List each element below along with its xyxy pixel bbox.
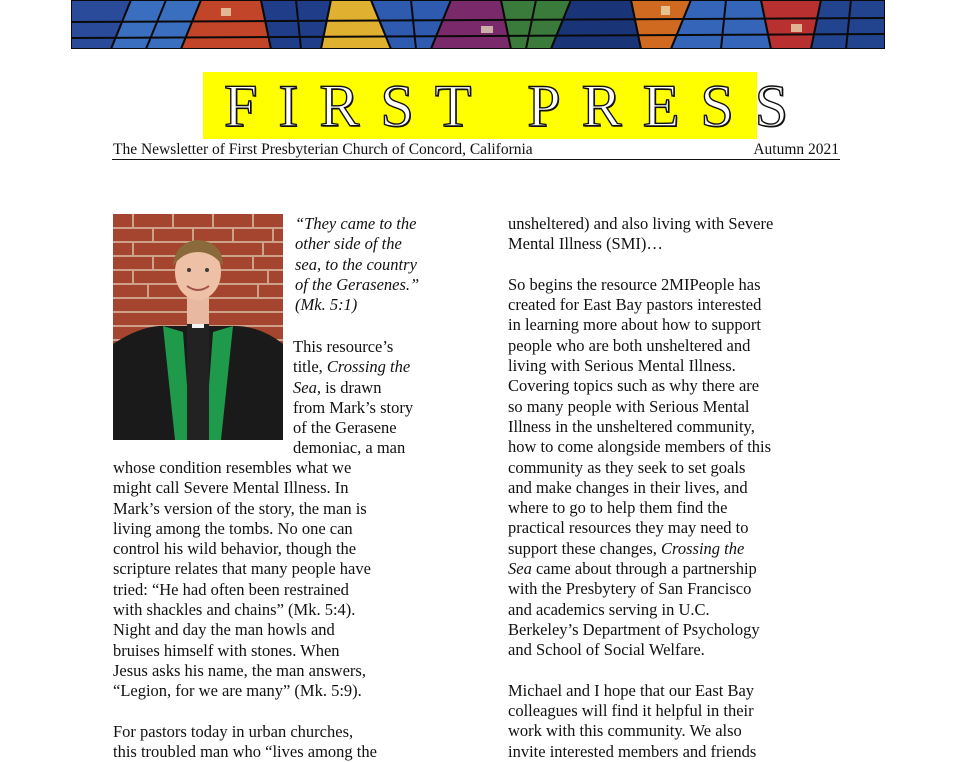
body-line: Berkeley’s Department of Psychology (508, 619, 760, 639)
body-line: “Legion, for we are many” (Mk. 5:9). (113, 681, 362, 701)
stained-glass-image (71, 0, 885, 49)
quote-line: “They came to the (295, 214, 417, 233)
resource-title: Crossing the (326, 357, 411, 377)
body-line: support these changes, Crossing the (508, 538, 745, 558)
body-line: might call Severe Mental Illness. In (113, 478, 349, 498)
resource-title: Sea (293, 377, 317, 397)
body-line: created for East Bay pastors interested (508, 295, 762, 315)
article-column-2 (508, 214, 850, 762)
body-line: For pastors today in urban churches, (113, 721, 354, 741)
body-line: with shackles and chains” (Mk. 5:4). (113, 600, 356, 620)
body-line: Jesus asks his name, the man answers, (113, 660, 366, 680)
pastor-photo (113, 214, 283, 440)
newsletter-title: FIRST PRESS (224, 73, 810, 139)
body-line: Sea came about through a partnership (508, 559, 757, 579)
article-intro-narrow (293, 337, 453, 459)
body-line: from Mark’s story (293, 397, 414, 417)
body-line: so many people with Serious Mental (508, 396, 750, 416)
body-line: bruises himself with stones. When (113, 640, 340, 660)
body-line: control his wild behavior, though the (113, 539, 357, 559)
body-line: Michael and I hope that our East Bay (508, 680, 755, 700)
body-line: unsheltered) and also living with Severe (508, 214, 774, 233)
body-line: where to go to help them find the (508, 498, 728, 518)
body-line: colleagues will find it helpful in their (508, 701, 754, 721)
masthead-subtitle-bar (112, 141, 840, 160)
paragraph-gap (508, 661, 850, 681)
body-line: Mental Illness (SMI)… (508, 234, 663, 254)
resource-title: Crossing the (661, 538, 745, 558)
article-column-1 (113, 458, 458, 762)
body-line: people who are both unsheltered and (508, 335, 751, 355)
body-line: title, Crossing the (293, 357, 411, 377)
newsletter-subtitle: The Newsletter of First Presbyterian Church of Concord, California (113, 141, 533, 158)
body-line: how to come alongside members of this (508, 437, 772, 457)
paragraph-gap (113, 702, 458, 722)
body-line: Night and day the man howls and (113, 620, 335, 640)
body-line: Illness in the unsheltered community, (508, 416, 755, 436)
body-line: and School of Social Welfare. (508, 640, 705, 660)
issue-date: Autumn 2021 (753, 141, 839, 158)
body-line: and make changes in their lives, and (508, 477, 748, 497)
body-line: and academics serving in U.C. (508, 599, 710, 619)
paragraph-gap (508, 255, 850, 275)
quote-citation: (Mk. 5:1) (295, 295, 358, 315)
body-line: demoniac, a man (293, 438, 406, 458)
body-line: invite interested members and friends (508, 741, 757, 761)
quote-line: other side of the (295, 234, 402, 254)
body-line: practical resources they may need to (508, 518, 749, 538)
body-line: this troubled man who “lives among the (113, 742, 377, 762)
body-line: living with Serious Mental Illness. (508, 356, 736, 376)
body-line: whose condition resembles what we (113, 458, 352, 477)
resource-title: Sea (508, 559, 532, 579)
body-line: work with this community. We also (508, 721, 742, 741)
masthead (203, 72, 810, 139)
epigraph-quote (295, 214, 457, 315)
body-line: in learning more about how to support (508, 315, 761, 335)
stained-glass-banner (71, 0, 885, 49)
body-line: with the Presbytery of San Francisco (508, 579, 752, 599)
quote-line: sea, to the country (295, 254, 417, 274)
body-line: community as they seek to set goals (508, 457, 746, 477)
body-line: Covering topics such as why there are (508, 376, 760, 396)
quote-line: of the Gerasenes.” (295, 274, 420, 294)
body-line: of the Gerasene (293, 418, 397, 438)
body-line: Sea, is drawn (293, 377, 382, 397)
body-line: scripture relates that many people have (113, 559, 371, 579)
body-line: So begins the resource 2MIPeople has (508, 274, 761, 294)
body-line: This resource’s (293, 337, 394, 356)
body-line: living among the tombs. No one can (113, 518, 353, 538)
body-line: Mark’s version of the story, the man is (113, 498, 367, 518)
body-line: tried: “He had often been restrained (113, 579, 349, 599)
